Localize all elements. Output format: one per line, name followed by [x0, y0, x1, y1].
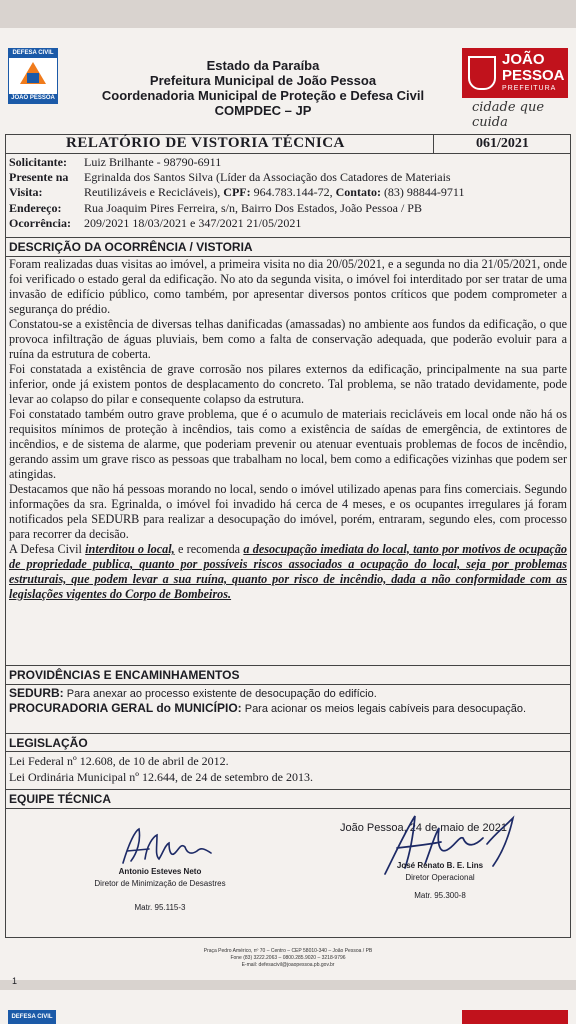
presente-label-1: Presente na [9, 170, 69, 184]
descricao-paragraph-4: Foi constatado também outro grave problema, que é o acumulo de materiais recicláveis em local onde não há os requisitos mínimos de proteção à incêndios, tais como a existência de saídas de emergência, de extintores de incêndios, e de sistema de alarme, que poderiam prevenir ou atenuar eventuais problemas de focos de incêndio, gerando assim um grave risco as pessoas que trabalham no local, bem como a edificações vizinhas que podem ser atingidas. [9, 407, 567, 481]
descricao-paragraph-5: Destacamos que não há pessoas morando no local, sendo o imóvel utilizado apenas para fins comerciais. Segundo informações da sra. Egrinalda, o imóvel foi invadido há cerca de 4 meses, e os ocupantes irregulares já foram notificados pela SEDURB para realizar a desocupação do imóvel, porém, entraram, segundo eles, com processo para recorrer da decisão. [9, 482, 567, 541]
report-title: RELATÓRIO DE VISTORIA TÉCNICA [66, 135, 345, 151]
jp-crest-icon [468, 56, 496, 90]
divider [6, 665, 570, 666]
jp-logo-name [502, 52, 568, 84]
page-footer [130, 948, 446, 969]
conclusion-recommendation: a desocupação imediata do local, tanto por motivos de ocupação de propriedade publica, quanto por possíveis riscos associados a ocupação do local, seja por problemas estruturais, que podem levar a sua ruína, quanto por risco de incêndio, dada a não conformidade com as legislações vigentes do Corpo de Bombeiros. [9, 542, 568, 601]
government-heading [70, 58, 456, 118]
gov-line-compdec: COMPDEC – JP [214, 103, 312, 118]
legislacao-heading: LEGISLAÇÃO [9, 736, 88, 750]
legislacao-item-1: Lei Federal nº 12.608, de 10 de abril de 2012. [9, 754, 229, 768]
joao-pessoa-logo [462, 48, 568, 128]
sig2-matr: Matr. 95.300-8 [414, 891, 466, 900]
next-page-top [0, 990, 576, 1024]
descricao-paragraph-6 [9, 542, 567, 602]
solicitante-value: Luiz Brilhante - 98790-6911 [84, 155, 222, 169]
endereco-value: Rua Joaquim Pires Ferreira, s/n, Bairro Dos Estados, João Pessoa / PB [84, 201, 422, 215]
report-number: 061/2021 [433, 135, 571, 153]
page-number: 1 [12, 976, 18, 986]
sig1-name: Antonio Esteves Neto [118, 867, 202, 876]
conclusion-text-a: A Defesa Civil [9, 542, 86, 556]
providencias-heading: PROVIDÊNCIAS E ENCAMINHAMENTOS [9, 668, 240, 682]
contato-value: (83) 98844-9711 [380, 185, 465, 199]
sedurb-label: SEDURB: [9, 686, 64, 700]
descricao-paragraph-1: Foram realizadas duas visitas ao imóvel, a primeira visita no dia 20/05/2021, e a segunda no dia 21/05/2021, onde foi verificado o estado geral da edificação. No ato da segunda visita, o imóvel foi interditado por ser tratar de uma invasão de edifício público, como também, por apresentar diversos pontos críticos que podem comprometer a segurança do prédio. [9, 257, 567, 316]
presente-value-2a: Reutilizáveis e Recicláveis), [84, 185, 224, 199]
pgm-label: PROCURADORIA GERAL do MUNICÍPIO: [9, 701, 242, 715]
divider [6, 733, 570, 734]
footer-phone: Fone (83) 3222.2063 – 0800.285.9020 – 3218-9796 [230, 955, 346, 961]
equipe-heading: EQUIPE TÉCNICA [9, 792, 112, 806]
jp-logo-slogan: cidade que cuida [472, 100, 545, 130]
endereco-label: Endereço: [9, 201, 62, 215]
divider [6, 751, 570, 752]
signature-block-1 [60, 866, 260, 914]
next-jp-logo [462, 1010, 568, 1024]
ocorrencia-label: Ocorrência: [9, 216, 71, 230]
report-date: João Pessoa, 24 de maio de 2021 [340, 822, 507, 834]
dc-logo-bottom-text: JOÃO PESSOA [9, 94, 57, 103]
solicitante-label: Solicitante: [9, 155, 67, 169]
legislacao-item-2: Lei Ordinária Municipal nº 12.644, de 24 de setembro de 2013. [9, 770, 313, 784]
pgm-value: Para acionar os meios legais cabíveis para desocupação. [241, 703, 527, 715]
divider [6, 789, 570, 790]
defesa-civil-logo [8, 48, 58, 104]
providencias-sedurb [9, 686, 567, 701]
jp-logo-prefeitura: PREFEITURA [502, 85, 557, 92]
footer-address: Praça Pedro Américo, nº 70 – Centro – CEP 58010-340 – João Pessoa / PB [203, 948, 373, 954]
conclusion-text-c: e recomenda [174, 542, 244, 556]
descricao-paragraph-3: Foi constatada a existência de grave corrosão nos pilares externos da edificação, principalmente na sua parte inferior, onde já existem pontos de desplacamento do concreto. Tal problema, se não tratado devidamente, pode levar ao colapso do pilar e consequente colapso da estrutura. [9, 362, 567, 406]
presente-label-2: Visita: [9, 185, 43, 199]
gov-line-state: Estado da Paraíba [206, 58, 320, 73]
presente-value-1: Egrinalda dos Santos Silva (Líder da Associação dos Catadores de Materiais [84, 170, 451, 184]
signature-1-icon [115, 823, 225, 869]
cpf-label: CPF: [223, 185, 251, 199]
cpf-value: 964.783.144-72, [250, 185, 336, 199]
next-dc-logo: DEFESA CIVIL [8, 1010, 56, 1024]
dc-logo-emblem [27, 73, 39, 83]
conclusion-interdiction: interditou o local, [85, 542, 175, 556]
descricao-paragraph-2: Constatou-se a existência de diversas telhas danificadas (amassadas) no ambiente aos fundos da edificação, o que provoca infiltração de águas pluviais, bem como a falta de conservação adequada, que poderão evoluir para a ruína da estrutura de coberta. [9, 317, 567, 361]
sig1-role: Diretor de Minimização de Desastres [94, 879, 226, 888]
dc-logo-top-text: DEFESA CIVIL [9, 49, 57, 58]
descricao-body [9, 257, 567, 602]
signature-block-2 [340, 860, 540, 902]
gov-line-prefeitura: Prefeitura Municipal de João Pessoa [149, 73, 377, 88]
sig1-matr: Matr. 95.115-3 [134, 903, 186, 912]
jp-logo-name-1: JOÃO [502, 51, 545, 68]
ocorrencia-value: 209/2021 18/03/2021 e 347/2021 21/05/2021 [84, 216, 302, 230]
sedurb-value: Para anexar ao processo existente de desocupação do edifício. [63, 688, 377, 700]
presente-value-2 [84, 185, 464, 200]
sig2-role: Diretor Operacional [405, 873, 475, 882]
divider [6, 684, 570, 685]
jp-logo-name-2: PESSOA [502, 67, 565, 84]
descricao-heading: DESCRIÇÃO DA OCORRÊNCIA / VISTORIA [9, 240, 253, 254]
providencias-pgm [9, 701, 567, 716]
contato-label: Contato: [335, 185, 381, 199]
divider [6, 237, 570, 238]
footer-email: E-mail: defesacivil@joaopessoa.pb.gov.br [241, 962, 335, 968]
report-title-row [6, 135, 570, 154]
sig2-name: José Renato B. E. Lins [396, 861, 484, 870]
gov-line-coordenadoria: Coordenadoria Municipal de Proteção e Defesa Civil [101, 88, 425, 103]
document-page [0, 28, 576, 986]
